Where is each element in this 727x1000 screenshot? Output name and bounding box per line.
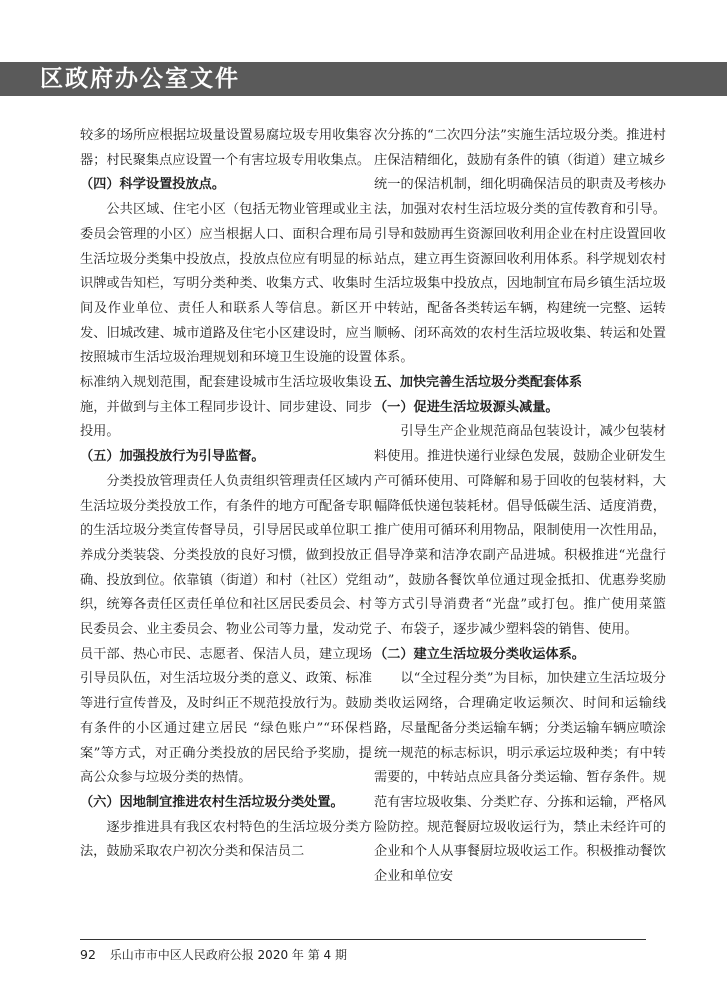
paragraph: 公共区域、住宅小区（包括无物业管理或业主委员会管理的小区）应当根据人口、面积合理布局生活垃圾分类集中投放点，投放点位应有明显的标识牌或告知栏，写明分类种类、收集方式、收集时间及作业单位、责任人和联系人等信息。新区开发、旧城改建、城市道路及住宅小区建设时，应当按照城市生活垃圾治理规划和环境卫生设施的设置标准纳入规划范围，配套建设城市生活垃圾收集设施，并做到与主体工程同步设计、同步建设、同步投用。	[80, 202, 372, 440]
paragraph: 较多的场所应根据垃圾量设置易腐垃圾专用收集容器；村民聚集点应设置一个有害垃圾专用收集点。	[80, 128, 372, 168]
paragraph: 引导生产企业规范商品包装设计，减少包装材料使用。推进快递行业绿色发展，鼓励企业研发生产可循环使用、可降解和易于回收的包装材料，大幅降低快递包装耗材。倡导低碳生活、适度消费，推广使用可循环利用物品，限制使用一次性用品，倡导净菜和洁净农副产品进城。积极推进“光盘行动”，鼓励各餐饮单位通过现金抵扣、优惠券奖励等方式引导消费者“光盘”或打包。推广使用菜篮子、布袋子，逐步减少塑料袋的销售、使用。	[374, 424, 666, 638]
paragraph: 逐步推进具有我区农村特色的生活垃圾分类方法，鼓励采取农户初次分类和保洁员二	[80, 819, 372, 860]
paragraph: 以“全过程分类”为目标，加快建立生活垃圾分类收运网络，合理确定收运频次、时间和运输线路，尽量配备分类运输车辆；分类运输车辆应喷涂统一规范的标志标识，明示承运垃圾种类；有中转需要的，中转站点应具备分类运输、暂存条件。规范有害垃圾收集、分类贮存、分拣和运输，严格风险防控。规范餐厨垃圾收运行为，禁止未经许可的企业和个人从事餐厨垃圾收运工作。积极推动餐饮企业和单位安	[374, 671, 666, 885]
publication-title: 乐山市市中区人民政府公报 2020 年 第 4 期	[109, 948, 347, 962]
subsection-heading: （六）因地制宜推进农村生活垃圾分类处置。	[80, 794, 344, 810]
page-number: 92	[80, 947, 96, 962]
header-title: 区政府办公室文件	[40, 66, 240, 92]
footer	[80, 943, 347, 967]
footer-rule	[80, 939, 646, 940]
paragraph: 次分拣的“二次四分法”实施生活垃圾分类。推进村庄保洁精细化，鼓励有条件的镇（街道）建立城乡统一的保洁机制，细化明确保洁员的职责及考核办法，加强对农村生活垃圾分类的宣传教育和引导。引导和鼓励再生资源回收利用企业在村庄设置回收站点，建立再生资源回收利用体系。科学规划农村生活垃圾集中投放点，因地制宜布局乡镇生活垃圾中转站，配备各类转运车辆，构建统一完整、运转顺畅、闭环高效的农村生活垃圾收集、转运和处置体系。	[374, 128, 666, 366]
paragraph: 分类投放管理责任人负责组织管理责任区域内生活垃圾分类投放工作，有条件的地方可配备专职的生活垃圾分类宣传督导员，引导居民或单位职工养成分类装袋、分类投放的良好习惯，做到投放正确、投放到位。依靠镇（街道）和村（社区）党组织，统筹各责任区责任单位和社区居民委员会、村民委员会、业主委员会、物业公司等力量，发动党员干部、热心市民、志愿者、保洁人员，建立现场引导员队伍，对生活垃圾分类的意义、政策、标准等进行宣传普及，及时纠正不规范投放行为。鼓励有条件的小区通过建立居民 “绿色账户”“环保档案”等方式，对正确分类投放的居民给予奖励，提高公众参与垃圾分类的热情。	[80, 473, 372, 786]
subsection-heading: （四）科学设置投放点。	[80, 177, 226, 193]
subsection-heading: （二）建立生活垃圾分类收运体系。	[374, 646, 585, 662]
subsection-heading: （五）加强投放行为引导监督。	[80, 449, 265, 465]
left-column	[80, 124, 372, 865]
right-column	[374, 124, 666, 890]
section-heading: 五、加快完善生活垃圾分类配套体系	[374, 375, 583, 391]
subsection-heading: （一）促进生活垃圾源头减量。	[374, 399, 559, 415]
